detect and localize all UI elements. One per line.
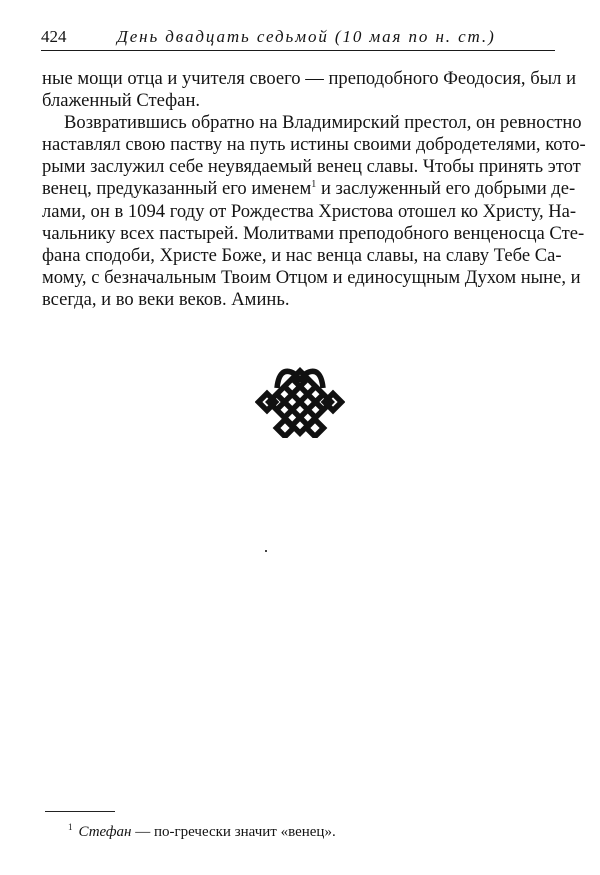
running-head-title: День двадцать седьмой (10 мая по н. ст.) — [117, 27, 496, 46]
running-head — [41, 26, 555, 51]
text-line: ные мощи отца и учителя своего — преподобного Феодосия, был и — [42, 68, 577, 89]
text-fragment: венец, предуказанный его именем — [42, 178, 312, 200]
body-text — [42, 68, 586, 311]
paragraph-first-line: Возвратившись обратно на Владимирский престол, он ревностно — [64, 112, 582, 134]
footnote-divider — [45, 811, 115, 812]
text-line: лами, он в 1094 году от Рождества Христова отошел ко Христу, На- — [42, 200, 577, 222]
text-fragment: и заслуженный его добрыми де- — [316, 178, 576, 200]
footnote-reference[interactable]: 1 — [311, 179, 317, 191]
text-line: мому, с безначальным Твоим Отцом и единосущным Духом ныне, и — [42, 266, 581, 288]
footnote-number: 1 — [68, 822, 73, 832]
text-line: блаженный Стефан. — [42, 90, 201, 112]
text-line: чальнику всех пастырей. Молитвами преподобного венценосца Сте- — [42, 222, 585, 244]
text-line: всегда, и во веки веков. Аминь. — [42, 288, 290, 310]
text-line: наставлял свою паству на путь истины своими добродетелями, кото- — [42, 134, 586, 156]
footnote-text: — по-гречески значит «венец». — [131, 824, 336, 840]
page-number: 424 — [41, 27, 67, 46]
text-line-with-footnote — [42, 178, 576, 200]
stray-dot — [265, 550, 267, 552]
footnote-term: Стефан — [78, 824, 132, 840]
text-line: фана сподоби, Христе Боже, и нас венца славы, на славу Тебе Са- — [42, 244, 562, 266]
footnote — [68, 818, 336, 841]
endless-knot-ornament-icon — [255, 362, 345, 438]
text-line: рыми заслужил себе неувядаемый венец славы. Чтобы принять этот — [42, 156, 581, 178]
